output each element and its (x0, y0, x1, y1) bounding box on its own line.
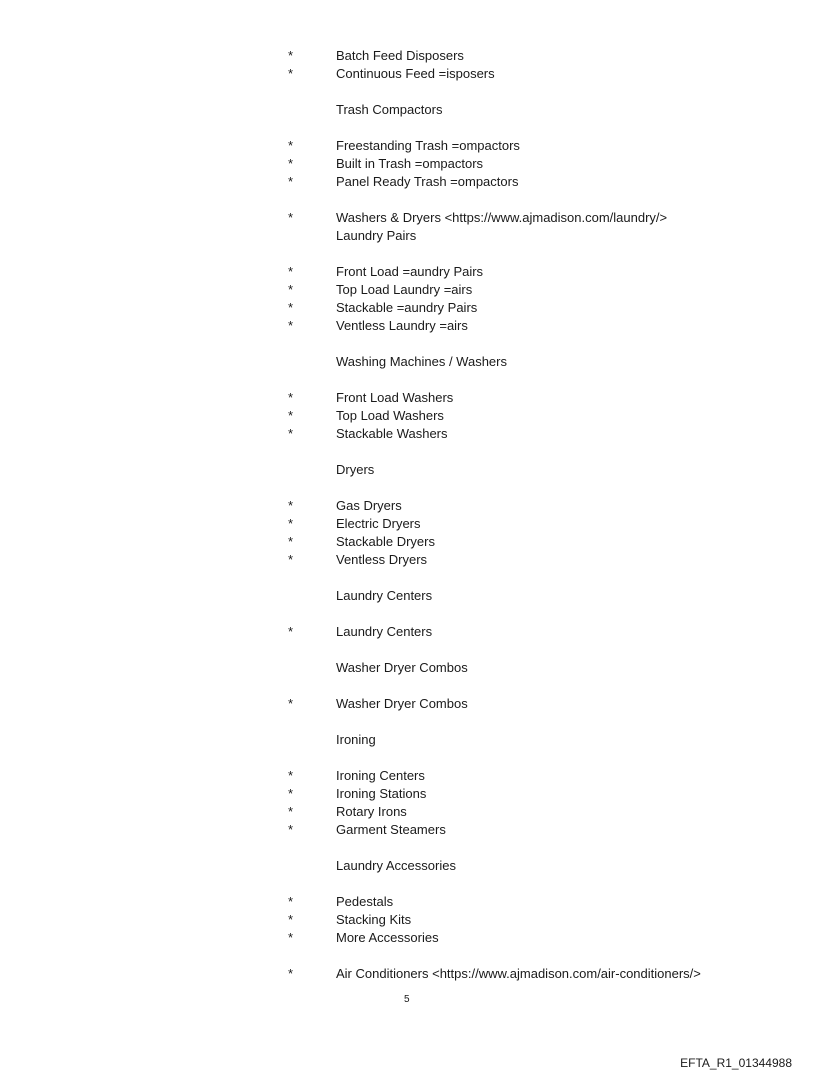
list-item-text: Batch Feed Disposers (336, 48, 464, 63)
bullet-marker: * (288, 498, 294, 513)
list-item-text: More Accessories (336, 930, 439, 945)
list-item (0, 389, 816, 407)
list-item (0, 317, 816, 335)
section-heading-text: Washer Dryer Combos (336, 660, 468, 675)
list-item-text: Stackable Washers (336, 426, 448, 441)
list-item (0, 533, 816, 551)
bullet-marker: * (288, 282, 294, 297)
list-item-text: Washers & Dryers <https://www.ajmadison.com/laundry/> (336, 210, 668, 225)
bullet-marker: * (288, 300, 294, 315)
section-heading (0, 353, 816, 371)
section-heading-text: Laundry Pairs (336, 228, 417, 243)
list-item (0, 623, 816, 641)
list-item (0, 785, 816, 803)
bullet-marker: * (288, 174, 294, 189)
section-heading-text: Ironing (336, 732, 376, 747)
list-item (0, 299, 816, 317)
list-item-text: Stacking Kits (336, 912, 412, 927)
list-item-text: Washer Dryer Combos (336, 696, 468, 711)
section-heading (0, 659, 816, 677)
blank-line (0, 677, 816, 695)
list-item-text: Air Conditioners <https://www.ajmadison.com/air-conditioners/> (336, 966, 701, 981)
list-item-text: Freestanding Trash =ompactors (336, 138, 520, 153)
blank-line (0, 605, 816, 623)
bullet-marker: * (288, 804, 294, 819)
blank-line (0, 839, 816, 857)
list-item (0, 803, 816, 821)
list-item-text: Ventless Dryers (336, 552, 428, 567)
bullet-marker: * (288, 390, 294, 405)
list-item-text: Stackable =aundry Pairs (336, 300, 478, 315)
section-heading-text: Trash Compactors (336, 102, 443, 117)
blank-line (0, 641, 816, 659)
blank-line (0, 83, 816, 101)
section-heading-text: Laundry Accessories (336, 858, 456, 873)
section-heading (0, 857, 816, 875)
list-item (0, 551, 816, 569)
list-item (0, 47, 816, 65)
blank-line (0, 713, 816, 731)
blank-line (0, 371, 816, 389)
bullet-marker: * (288, 138, 294, 153)
bullet-marker: * (288, 408, 294, 423)
section-heading (0, 101, 816, 119)
list-item-text: Garment Steamers (336, 822, 446, 837)
list-item (0, 695, 816, 713)
list-item-text: Gas Dryers (336, 498, 402, 513)
list-item-text: Front Load Washers (336, 390, 454, 405)
bullet-marker: * (288, 624, 294, 639)
bullet-marker: * (288, 786, 294, 801)
list-item (0, 767, 816, 785)
section-heading (0, 587, 816, 605)
bullet-marker: * (288, 930, 294, 945)
list-item-text: Ventless Laundry =airs (336, 318, 468, 333)
list-item-text: Front Load =aundry Pairs (336, 264, 484, 279)
blank-line (0, 947, 816, 965)
bullet-marker: * (288, 552, 294, 567)
list-item (0, 173, 816, 191)
list-item-text: Laundry Centers (336, 624, 433, 639)
list-item (0, 911, 816, 929)
blank-line (0, 875, 816, 893)
blank-line (0, 479, 816, 497)
blank-line (0, 245, 816, 263)
list-item-text: Continuous Feed =isposers (336, 66, 495, 81)
bullet-marker: * (288, 426, 294, 441)
list-item-text: Electric Dryers (336, 516, 421, 531)
section-heading-text: Dryers (336, 462, 375, 477)
list-item-text: Stackable Dryers (336, 534, 435, 549)
bullet-marker: * (288, 48, 294, 63)
list-item-text: Top Load Washers (336, 408, 444, 423)
blank-line (0, 119, 816, 137)
list-item (0, 497, 816, 515)
list-item-text: Ironing Centers (336, 768, 425, 783)
bullet-marker: * (288, 318, 294, 333)
section-heading-text: Laundry Centers (336, 588, 433, 603)
bullet-marker: * (288, 894, 294, 909)
list-item-text: Top Load Laundry =airs (336, 282, 473, 297)
list-item (0, 965, 816, 983)
page-number: 5 (404, 994, 410, 1005)
document-id: EFTA_R1_01344988 (680, 1056, 792, 1070)
bullet-marker: * (288, 822, 294, 837)
list-item (0, 137, 816, 155)
section-heading (0, 227, 816, 245)
list-item (0, 209, 816, 227)
list-item-text: Built in Trash =ompactors (336, 156, 484, 171)
list-item (0, 263, 816, 281)
list-item (0, 929, 816, 947)
bullet-marker: * (288, 534, 294, 549)
blank-line (0, 443, 816, 461)
list-item (0, 425, 816, 443)
bullet-marker: * (288, 210, 294, 225)
list-item (0, 281, 816, 299)
blank-line (0, 749, 816, 767)
list-item-text: Ironing Stations (336, 786, 427, 801)
list-item-text: Pedestals (336, 894, 394, 909)
list-item-text: Panel Ready Trash =ompactors (336, 174, 519, 189)
list-item (0, 821, 816, 839)
list-item (0, 515, 816, 533)
blank-line (0, 335, 816, 353)
document-body (0, 47, 816, 983)
section-heading (0, 461, 816, 479)
bullet-marker: * (288, 66, 294, 81)
bullet-marker: * (288, 696, 294, 711)
list-item (0, 893, 816, 911)
list-item (0, 407, 816, 425)
bullet-marker: * (288, 156, 294, 171)
bullet-marker: * (288, 966, 294, 981)
bullet-marker: * (288, 264, 294, 279)
section-heading (0, 731, 816, 749)
list-item (0, 65, 816, 83)
list-item-text: Rotary Irons (336, 804, 407, 819)
blank-line (0, 569, 816, 587)
list-item (0, 155, 816, 173)
bullet-marker: * (288, 768, 294, 783)
bullet-marker: * (288, 912, 294, 927)
blank-line (0, 191, 816, 209)
bullet-marker: * (288, 516, 294, 531)
section-heading-text: Washing Machines / Washers (336, 354, 507, 369)
